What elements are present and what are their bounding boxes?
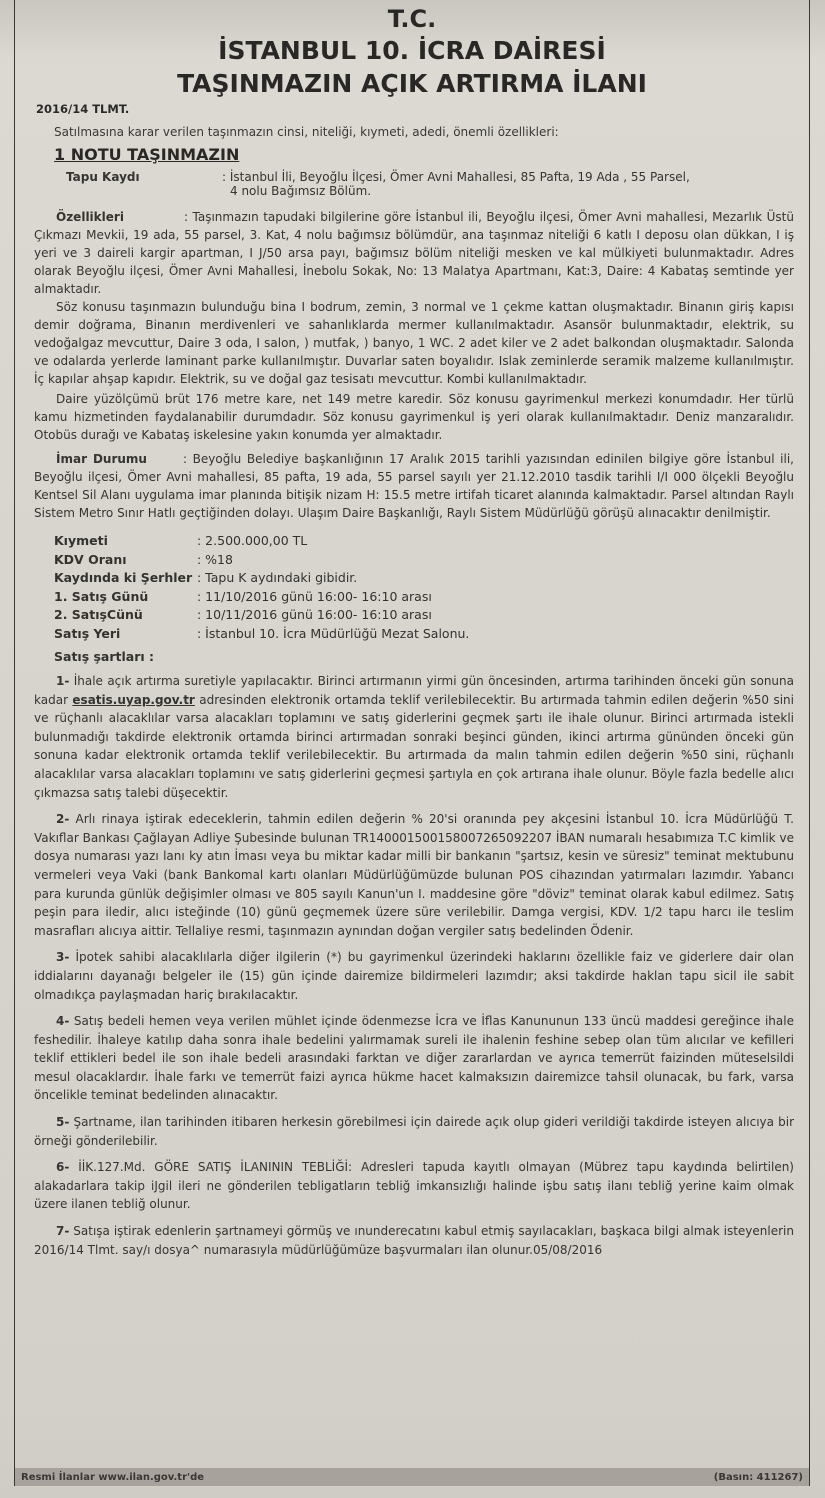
footer-press-id: (Basın: 411267): [713, 1471, 803, 1483]
imar-text: : Beyoğlu Belediye başkanlığının 17 Aralık 2015 tarihli yazısından edinilen bilgiye göre İstanbul ili, Beyoğlu ilçesi, Ömer Avni mahallesi, 85 pafta, 19 ada, 55 parsel sayılı yer 21.12.2010 tasdik tarihli I/I 000 ölçekli Beyoğlu Kentsel Sil Alanı uygulama imar planında bitişik nizam H: 15.5 metre irtifah ticaret alanında kalmaktadır. Parsel altından Raylı Sistem Metro Sınır Hatlı geçtiğinden dolayı. Ulaşım Daire Başkanlığı, Raylı Sistem Müdürlüğü görüşü alınacaktır denilmiştir.: [34, 452, 794, 520]
imar-paragraph: [34, 450, 794, 522]
tapu-field: [66, 170, 802, 198]
condition-7: 7- Satışa iştirak edenlerin şartnameyi görmüş ve ınunderecatını kabul etmiş sayılacakları, başkaca bilgi almak isteyenlerin 2016/14 Tlmt. say/ı dosya^ numarasıyla müdürlüğümüze başvurmaları ilan olunur.05/08/2016: [34, 1224, 794, 1257]
tapu-label: Tapu Kaydı: [66, 170, 140, 184]
intro-text: Satılmasına karar verilen taşınmazın cinsi, niteliği, kıymeti, adedi, önemli özellikleri:: [54, 125, 559, 139]
section-title: 1 NOTU TAŞINMAZIN: [54, 145, 240, 164]
conditions-title: Satış şartları :: [54, 649, 155, 664]
condition-2: 2- Arlı rinaya iştirak edeceklerin, tahmin edilen değerin % 20'si oranında pey akçesini İstanbul 10. İcra Müdürlüğü T. Vakıflar Bankası Çağlayan Adliye Şubesinde bulunan TR140001500158007265092207 İBAN numaralı hesabımıza T.C kimlik ve dosya numarası yazı lanı ky atın İması veya bu miktar kadar milli bir bankanın "şartsız, kesin ve süresiz" teminat mektubunu vermeleri veya Vaki (bank Bankomal kartı olanları Müdürlüğümüzde bulunan POS cihazından yatırmaları lazımdır. Yabancı para kurunda günlük değişimler olması ve 805 sayılı Kanun'un I. maddesine göre "döviz" teminat olarak kabul edilmez. Satış peşin para iledir, alıcı isteğinde (10) günü geçmemek üzere süre verilebilir. Damga vergisi, KDV. 1/2 tapu harcı ile teslim masrafları alıcıya aittir. Tellaliye resmi, taşınmazın aynından doğan vergiler satış bedelinden Ödenir.: [34, 812, 794, 938]
detail-row: Satış Yeri : İstanbul 10. İcra Müdürlüğü Mezat Salonu.: [54, 625, 470, 641]
detail-row: KDV Oranı : %18: [54, 551, 233, 567]
header-title: TAŞINMAZIN AÇIK ARTIRMA İLANI: [177, 69, 647, 98]
ozellikleri-text: : Taşınmazın tapudaki bilgilerine göre İstanbul ili, Beyoğlu ilçesi, Ömer Avni mahallesi, Mezarlık Üstü Çıkmazı Mevkii, 19 ada, 55 parsel, 3. Kat, 4 nolu bağımsız bölümdür, ana taşınmaz niteliği 6 katlı I deposu olan dükkan, I iş yeri ve 3 daireli kargir apartman, I J/50 arsa payı, bağımsız bölüm niteliği mesken ve kal mülkiyeti bulunmaktadır. Adres olarak Beyoğlu ilçesi, Ömer Avni Mahallesi, İnebolu Sokak, No: 13 Malatya Apartmanı, Kat:3, Daire: 4 Kabataş semtinde yer almaktadır.: [34, 210, 794, 296]
tapu-value: [222, 170, 802, 198]
esatis-link[interactable]: esatis.uyap.gov.tr: [72, 692, 195, 707]
header-office: İSTANBUL 10. İCRA DAİRESİ: [218, 36, 606, 65]
ozellikleri-label: Özellikleri: [56, 210, 124, 224]
condition-5: 5- Şartname, ilan tarihinden itibaren herkesin görebilmesi için dairede açık olup gideri verildiği takdirde isteyen alıcıya bir örneği gönderilebilir.: [34, 1115, 794, 1148]
tapu-value-line1: : İstanbul İli, Beyoğlu İlçesi, Ömer Avni Mahallesi, 85 Pafta, 19 Ada , 55 Parsel,: [222, 170, 690, 184]
detail-row: 2. SatışCünü : 10/11/2016 günü 16:00- 16:10 arası: [54, 607, 432, 622]
condition-1: 1- İhale açık artırma suretiyle yapılacaktır. Birinci artırmanın yirmi gün öncesinden, artırma tarihinden önceki gün sonuna kadar esatis.uyap.gov.tr adresinden elektronik ortamda teklif verilebilecektir. Bu artırmada tahmin edilen değerin %50 sini ve rüçhanlı alacaklılar varsa alacakları toplamını ve satış giderlerini geçmek şartı ile ihale olunur. Birinci artırmada istekli bulunmadığı takdirde elektronik ortamda birinci artırmadan sonraki beşinci günden, ikinci artırma gününden önceki gün sonuna kadar elektronik ortamda teklif verilebilecektir. Bu artırmada da malın tahmin edilen değerin %50 sini, rüçhanlı alacaklılar varsa alacakları toplamını ve satış giderlerini geçmesi şartıyla en çok artırana ihale olunur. Böyle fazla bedelle alıcı çıkmazsa satış talebi düşecektir.: [34, 674, 795, 800]
detail-row: Kıymeti : 2.500.000,00 TL: [54, 533, 308, 548]
file-number: 2016/14 TLMT.: [36, 102, 130, 116]
detail-row: Kaydında ki Şerhler : Tapu K aydındaki gibidir.: [54, 570, 358, 585]
footer-bar: [15, 1468, 809, 1486]
detail-row: 1. Satış Günü : 11/10/2016 günü 16:00- 16:10 arası: [54, 588, 432, 604]
building-paragraph: Söz konusu taşınmazın bulunduğu bina I bodrum, zemin, 3 normal ve 1 çekme kattan oluşmaktadır. Binanın giriş kapısı demir doğrama, Binanın merdivenleri ve sahanlıklarda mermer kullanılmaktadır. Asansör bulunmaktadır, elektrik, su vedoğalgaz mevcuttur, Daire 3 oda, I salon, ) mutfak, ) banyo, 1 WC. 2 adet kiler ve 2 adet balkondan oluşmaktadır. Salonda ve odalarda yerlerde laminant parke kullanılmıştır. Duvarlar saten boyalıdır. Islak zeminlerde seramik malzeme kullanılmıştır. İç kapılar ahşap kapıdır. Elektrik, su ve doğal gaz tesisatı mevcuttur. Kombi kullanılmaktadır.: [34, 300, 794, 386]
condition-4: 4- Satış bedeli hemen veya verilen mühlet içinde ödenmezse İcra ve İflas Kanununun 133 üncü maddesi gereğince ihale feshedilir. İhaleye katılıp daha sonra ihale bedelini yalırmamak sureli ile ihalenin feshine sebep olan tüm alıcılar ve kefilleri teklif ettikleri bedel ile son ihale bedeli arasındaki farktan ve diğer zararlardan ve ayrıca temerrüt faizinden müteselsildi mesul olacaklardır. İhale farkı ve temerrüt faizi ayrıca hükme hacet kalmaksızın dairemizce tahsil olunacak, bu fark, varsa öncelikle teminat bedelinden alınacaktır.: [34, 1014, 794, 1103]
notice-content: [22, 0, 802, 1259]
tapu-value-line2: 4 nolu Bağımsız Bölüm.: [230, 184, 372, 198]
condition-6: 6- İİK.127.Md. GÖRE SATIŞ İLANININ TEBLİĞİ: Adresleri tapuda kayıtlı olmayan (Mübrez tapu kaydında belirtilen) alakadarlara takip iJgil ileri ne gönderilen tebligatların tebliğ imkansızlığı halinde işbu satış ilanı tebliğ yerine kaim olmak üzere ilanen tebliğ olunur.: [34, 1160, 794, 1212]
footer-source: Resmi İlanlar www.ilan.gov.tr'de: [21, 1471, 205, 1483]
details-list: [54, 532, 802, 643]
header-tc: T.C.: [387, 5, 437, 33]
area-paragraph: Daire yüzölçümü brüt 176 metre kare, net 149 metre karedir. Söz konusu gayrimenkul merkezi konumdadır. Her türlü kamu hizmetinden faydalanabilir durumdadır. Söz konusu gayrimenkul iş yeri olarak kullanılmaktadır. Deniz manzaralıdır. Otobüs durağı ve Kabataş iskelesine yakın konumda yer almaktadır.: [34, 392, 794, 442]
imar-label: İmar Durumu: [56, 452, 147, 466]
condition-3: 3- İpotek sahibi alacaklılarla diğer ilgilerin (*) bu gayrimenkul üzerindeki haklarını özellikle faiz ve giderlere dair olan iddialarını dayanağı belgeler ile (15) gün içinde dairemize bildirmeleri lazımdır; aksi takdirde haklan tapu sicil ile sabit olmadıkça paylaşmadan hariç bırakılacaktır.: [34, 950, 794, 1002]
ozellikleri-paragraph: [34, 208, 794, 298]
